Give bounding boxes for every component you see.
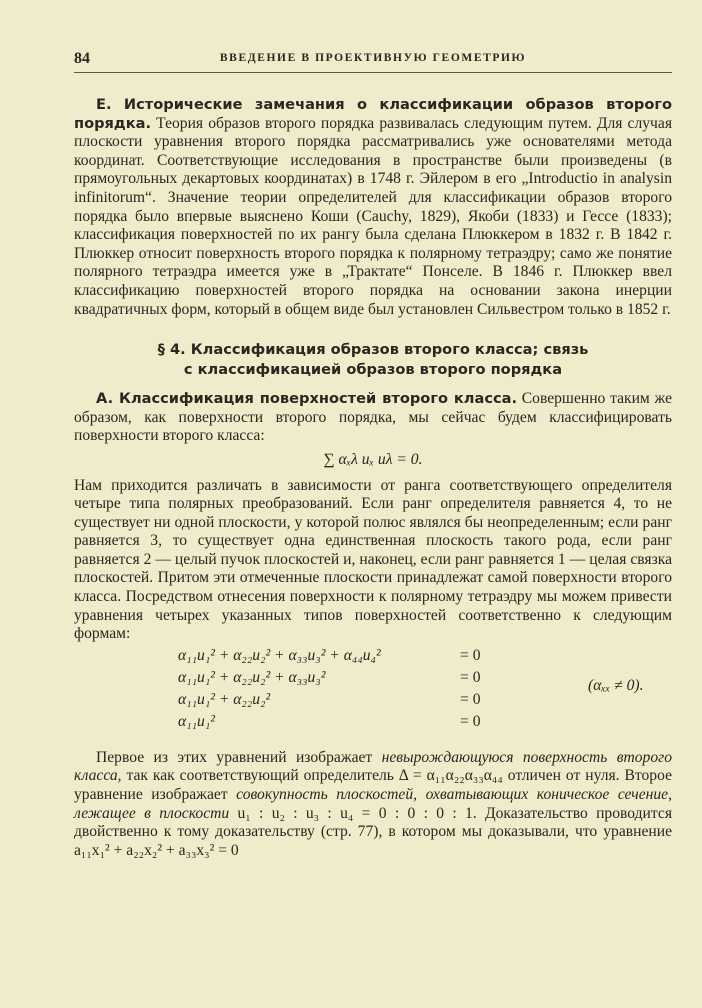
equation-lhs: α₁₁u₁² + α₂₂u₂² <box>178 690 271 708</box>
equations-condition: (αₓₓ ≠ 0). <box>588 676 644 694</box>
italic-term: невырождающуюся поверхность второго класса, <box>74 748 672 785</box>
italic-term: совокупность плоскостей, охватывающих коническое сечение, лежащее в плоскости <box>74 786 672 822</box>
equation-rhs: = 0 <box>460 690 481 708</box>
section-4-title <box>74 340 672 380</box>
historical-remarks-text: Теория образов второго порядка развивалась следующим путем. Для случая плоскости уравнения второго порядка рассматривались уже основателями метода координат. Соответствующие исследования в пространстве были произведены (в прямоугольных декартовых координатах) в 1748 г. Эйлером в его „Introductio in analysin infinitorum“. Значение теории определителей для классификации образов второго порядка было впервые выяснено Коши (Cauchy, 1829), Якоби (1833) и Гессе (1833); классификация поверхностей по их рангу была сделана Плюккером в 1832 г. В 1842 г. Плюккер относит поверхность второго порядка к полярному тетраэдру; само же понятие полярного тетраэдра имеется уже в „Трактате“ Понселе. В 1846 г. Плюккер ввел классификацию поверхностей второго порядка на основании закона инерции квадратичных форм, который в общем виде был установлен Сильвестром только в 1852 г. <box>74 114 672 318</box>
equation-row <box>178 669 518 689</box>
canonical-forms-equations <box>74 647 672 737</box>
paragraph-text: так как соответствующий определитель Δ = α₁₁α₂₂α₃₃α₄₄ отличен от нуля. Второе уравнение изображает <box>74 767 672 804</box>
paragraph-text: Первое из этих уравнений изображает <box>96 748 382 766</box>
equation-lhs: α₁₁u₁² + α₂₂u₂² + α₃₃u₃² <box>178 668 326 686</box>
page-number: 84 <box>74 50 90 67</box>
class-surface-formula: ∑ αₓλ uₓ uλ = 0. <box>323 450 423 468</box>
equation-rhs: = 0 <box>460 712 481 730</box>
page-header <box>74 50 672 73</box>
page-body <box>74 96 672 860</box>
historical-remarks-heading: E. Исторические замечания о классификации образов второго порядка. <box>74 96 672 132</box>
equation-row <box>178 647 518 667</box>
historical-remarks-paragraph <box>74 96 672 319</box>
running-title: ВВЕДЕНИЕ В ПРОЕКТИВНУЮ ГЕОМЕТРИЮ <box>219 52 527 64</box>
equation-row <box>178 713 518 733</box>
section-4-title-line-1: § 4. Классификация образов второго класса; связь <box>157 341 589 359</box>
rank-types-paragraph: Нам приходится различать в зависимости от ранга соответствующего определителя четыре типа полярных преобразований. Если ранг определителя равняется 4, то не существует ни одной плоскости, у которой полюс являлся бы неопределенным; если ранг равняется 3, то существует одна единственная плоскость такого рода, если ранг равняется 2 — целый пучок плоскостей и, наконец, если ранг равняется 1 — целая связка плоскостей. Притом эти отмеченные плоскости принадлежат самой поверхности второго класса. Посредством отнесения поверхности к полярному тетраэдру мы можем привести уравнения четырех указанных типов поверхностей соответственно к следующим формам: <box>74 476 672 643</box>
equation-lhs: α₁₁u₁² + α₂₂u₂² + α₃₃u₃² + α₄₄u₄² <box>178 646 381 664</box>
first-equation-paragraph <box>74 749 672 861</box>
equation-rhs: = 0 <box>460 646 481 664</box>
subsection-a-paragraph <box>74 390 672 446</box>
equation-lhs: α₁₁u₁² <box>178 712 215 730</box>
subsection-a-heading: A. Классификация поверхностей второго класса. <box>96 390 518 408</box>
equation-rhs: = 0 <box>460 668 481 686</box>
subsection-a-text: Совершенно таким же образом, как поверхности второго порядка, мы сейчас будем классифицировать поверхности второго класса: <box>74 390 673 445</box>
paragraph-text: u₁ : u₂ : u₃ : u₄ = 0 : 0 : 0 : 1. Доказательство проводится двойственно к тому доказательству (стр. 77), в котором мы доказывали, что уравнение a₁₁x₁² + a₂₂x₂² + a₃₃x₃² = 0 <box>74 804 672 859</box>
section-4-title-line-2: с классификацией образов второго порядка <box>183 361 563 379</box>
equation-row <box>178 691 518 711</box>
